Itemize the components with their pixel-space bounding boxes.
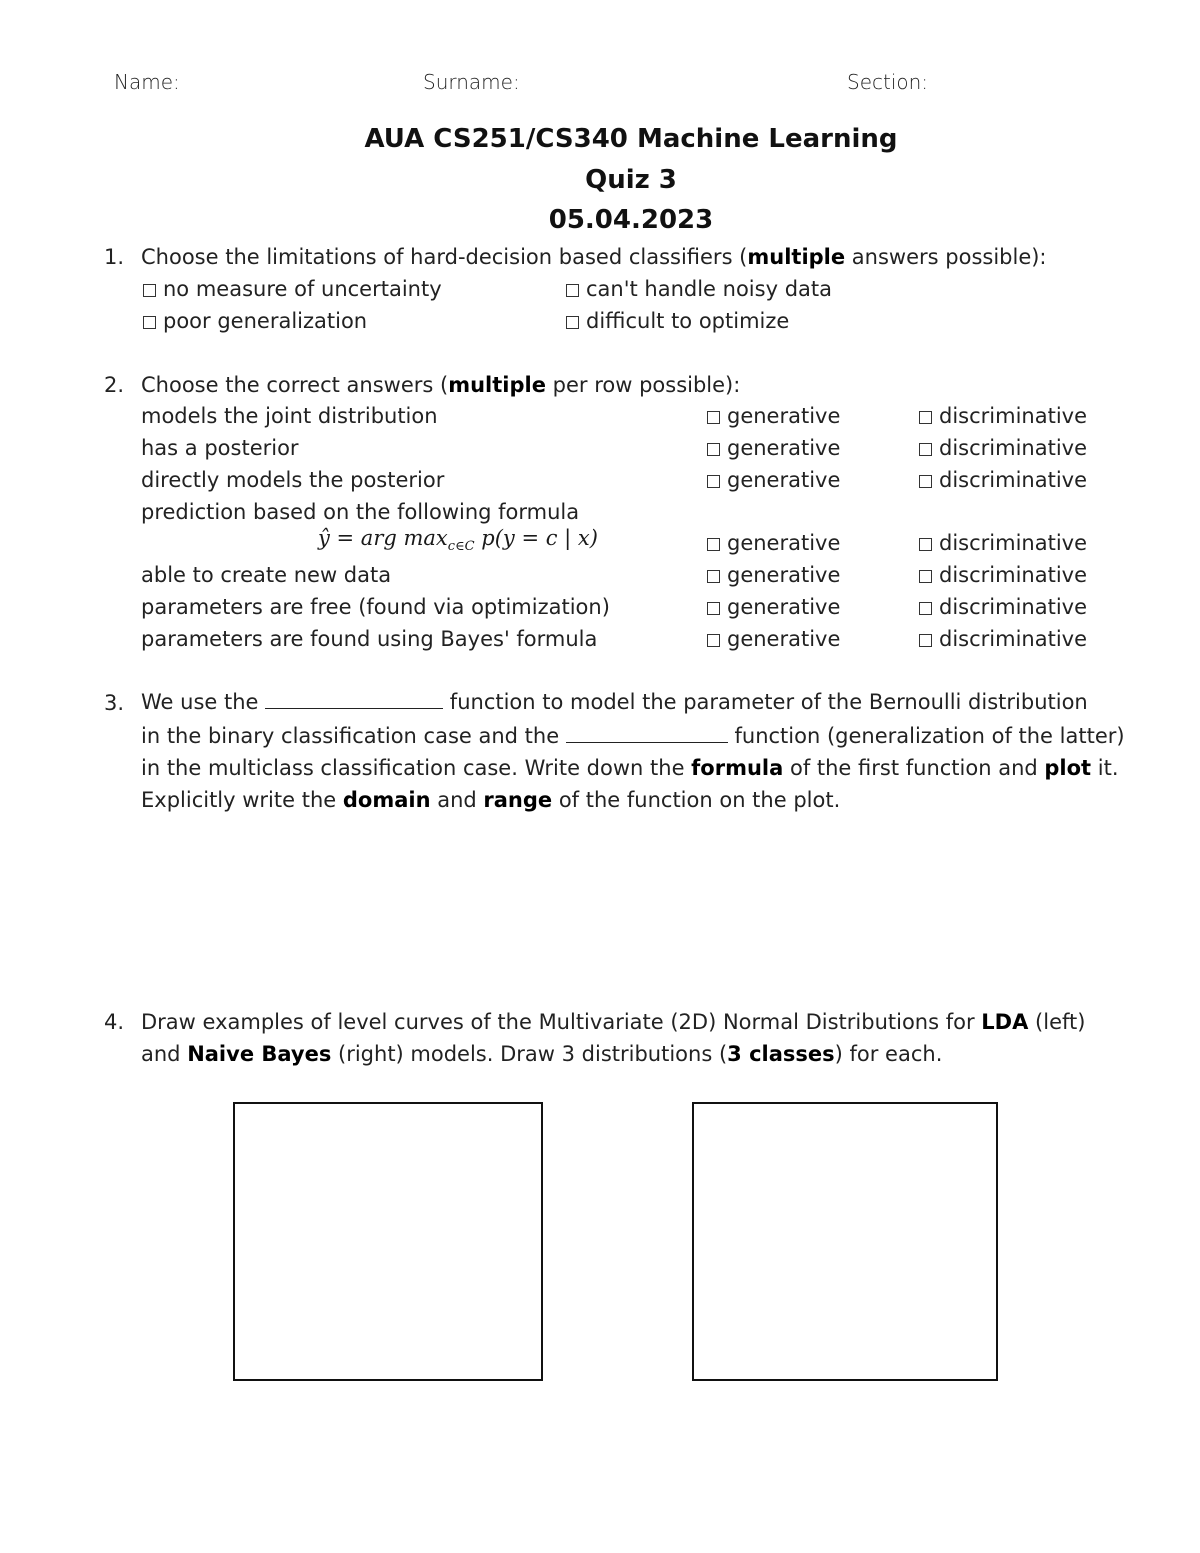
q3-line-3: in the multiclass classification case. Write down the formula of the first function and plot it. [141,756,1119,780]
section-label: Section: [847,70,929,94]
q2-row-label: parameters are free (found via optimization) [141,595,610,619]
surname-label: Surname: [423,70,520,94]
q2-number: 2. [104,373,125,397]
q2-row-label: prediction based on the following formula [141,500,580,524]
q3-line-2: in the binary classification case and the function (generalization of the latter) [141,724,1125,748]
generative-option[interactable]: generative [707,563,840,587]
generative-option[interactable]: generative [707,531,840,555]
checkbox[interactable] [566,316,579,329]
answer-blank[interactable] [566,724,728,743]
checkbox[interactable] [143,284,156,297]
q2-row-label: parameters are found using Bayes' formula [141,627,598,651]
checkbox[interactable] [919,443,932,456]
q2-row-label: models the joint distribution [141,404,438,428]
generative-option[interactable]: generative [707,595,840,619]
q4-line-2: and Naive Bayes (right) models. Draw 3 distributions (3 classes) for each. [141,1042,943,1066]
q3-line-4: Explicitly write the domain and range of the function on the plot. [141,788,841,812]
q2-prompt: Choose the correct answers (multiple per row possible): [141,373,741,397]
checkbox[interactable] [707,538,720,551]
q1-option[interactable]: difficult to optimize [566,309,789,333]
q1-option[interactable]: can't handle noisy data [566,277,832,301]
q1-option[interactable]: poor generalization [143,309,367,333]
course-title: AUA CS251/CS340 Machine Learning [364,124,898,154]
generative-option[interactable]: generative [707,436,840,460]
discriminative-option[interactable]: discriminative [919,404,1087,428]
checkbox[interactable] [919,411,932,424]
discriminative-option[interactable]: discriminative [919,627,1087,651]
q1-number: 1. [104,245,125,269]
checkbox[interactable] [919,475,932,488]
q2-row-label: able to create new data [141,563,392,587]
checkbox[interactable] [707,570,720,583]
checkbox[interactable] [143,316,156,329]
checkbox[interactable] [707,475,720,488]
checkbox[interactable] [707,634,720,647]
checkbox[interactable] [919,634,932,647]
q2-row-label: has a posterior [141,436,299,460]
checkbox[interactable] [919,602,932,615]
lda-drawing-box[interactable] [233,1102,543,1381]
name-label: Name: [114,70,180,94]
q1-option[interactable]: no measure of uncertainty [143,277,442,301]
q3-line-1: We use the function to model the parameter of the Bernoulli distribution [141,690,1088,714]
naive-bayes-drawing-box[interactable] [692,1102,998,1381]
prediction-formula: ŷ = arg $\max_{c\in C} p(y = c$ | x) [318,526,598,555]
discriminative-option[interactable]: discriminative [919,595,1087,619]
checkbox[interactable] [566,284,579,297]
checkbox[interactable] [707,602,720,615]
generative-option[interactable]: generative [707,468,840,492]
checkbox[interactable] [919,538,932,551]
discriminative-option[interactable]: discriminative [919,531,1087,555]
checkbox[interactable] [919,570,932,583]
generative-option[interactable]: generative [707,404,840,428]
checkbox[interactable] [707,443,720,456]
discriminative-option[interactable]: discriminative [919,468,1087,492]
quiz-date: 05.04.2023 [548,205,714,235]
q4-number: 4. [104,1010,125,1034]
checkbox[interactable] [707,411,720,424]
discriminative-option[interactable]: discriminative [919,436,1087,460]
q2-row-label: directly models the posterior [141,468,445,492]
generative-option[interactable]: generative [707,627,840,651]
answer-blank[interactable] [265,690,443,709]
q3-number: 3. [104,691,125,715]
q1-prompt: Choose the limitations of hard-decision based classifiers (multiple answers possible): [141,245,1047,269]
q4-line-1: Draw examples of level curves of the Multivariate (2D) Normal Distributions for LDA (left) [141,1010,1086,1034]
discriminative-option[interactable]: discriminative [919,563,1087,587]
quiz-title: Quiz 3 [585,165,677,195]
